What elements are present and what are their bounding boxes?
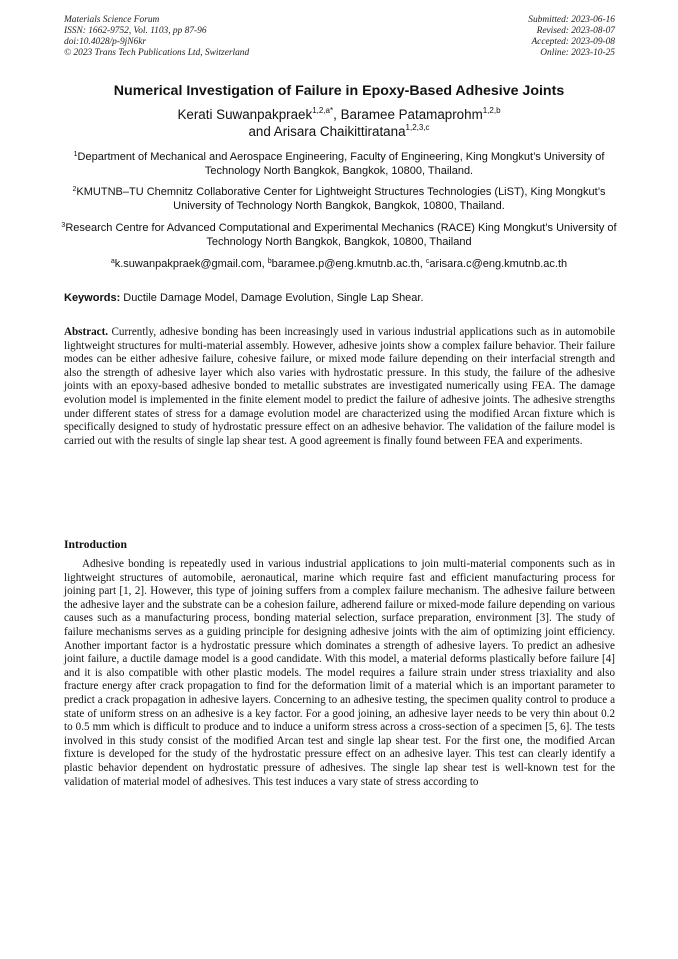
abstract-text: Currently, adhesive bonding has been increasingly used in various industrial applications such as in automobile lightweight structures for multi-material assembly. However, adhesive joints show a complex failure behavior. Their failure modes can be either adhesive failure, cohesive failure, or mixed mode failure depending on their interfacial strength and also the strength of adhesive layer which also varies with hydrostatic pressure. In this study, the failure of the adhesive joints with an epoxy-based adhesive bonded to metallic substrates are investigated numerically using FEA. The damage evolution model is implemented in the finite element model to predict the failure of adhesive joints. The adhesive strengths under different states of stress for a damage evolution model are characterized using the modified Arcan fixture which is specifically designed to study of hydrostatic pressure effect on an adhesive behavior. The validation of the failure model is carried out with the results of single lap shear test. A good agreement is finally found between FEA and experiments. xyxy=(64,326,615,447)
abstract xyxy=(64,326,615,448)
author-line-1 xyxy=(40,106,638,123)
journal-issn: ISSN: 1662-9752, Vol. 1103, pp 87-96 xyxy=(64,26,207,36)
author-conjunction: and xyxy=(248,124,274,139)
submission-dates xyxy=(528,15,615,59)
affiliation-text: Research Centre for Advanced Computational and Experimental Mechanics (RACE) King Mongkut’s University of Technology North Bangkok, Bangkok, 10800, Thailand xyxy=(65,222,617,248)
affiliation-2 xyxy=(50,185,628,213)
author-list xyxy=(40,106,638,140)
affiliation-3 xyxy=(50,221,628,249)
journal-doi: doi:10.4028/p-9jN6kr xyxy=(64,37,147,47)
abstract-label: Abstract. xyxy=(64,326,109,338)
affiliation-sup: 2 xyxy=(72,186,77,193)
author-affil-sup: 1,2,a* xyxy=(312,106,334,115)
email-c: arisara.c@eng.kmutnb.ac.th xyxy=(429,258,568,270)
date-accepted: Accepted: 2023-09-08 xyxy=(531,37,615,47)
affiliation-1 xyxy=(50,150,628,178)
paper-title: Numerical Investigation of Failure in Epoxy-Based Adhesive Joints xyxy=(113,83,565,99)
journal-info xyxy=(64,15,249,59)
date-online: Online: 2023-10-25 xyxy=(540,48,615,58)
author-name: Arisara Chaikittiratana xyxy=(273,124,406,139)
author-line-2 xyxy=(40,123,638,140)
email-sup: c xyxy=(425,258,430,265)
keywords-text: Ductile Damage Model, Damage Evolution, Single Lap Shear. xyxy=(120,292,424,304)
affiliation-sup: 1 xyxy=(73,151,78,158)
section-heading-introduction: Introduction xyxy=(64,538,127,551)
email-sup: b xyxy=(267,258,272,265)
email-line xyxy=(50,257,628,271)
author-name: Baramee Patamaprohm xyxy=(340,107,483,122)
author-affil-sup: 1,2,3,c xyxy=(405,123,430,132)
affiliation-text: Department of Mechanical and Aerospace Engineering, Faculty of Engineering, King Mongkut’s University of Technology North Bangkok, Bangkok, 10800, Thailand. xyxy=(77,151,605,177)
email-b: baramee.p@eng.kmutnb.ac.th, xyxy=(271,258,426,270)
email-a: k.suwanpakpraek@gmail.com, xyxy=(114,258,268,270)
introduction-paragraph: Adhesive bonding is repeatedly used in various industrial applications to join multi-material components such as in lightweight structures of automobile, aeronautical, marine which require fast and efficient manufacturing process for joining part [1, 2]. However, this type of joining suffers from a complex failure mechanism. The adhesive failure between the adhesive layer and the substrate can be a cohesion failure, adherend failure or mixed-mode failure depending on various causes such as a manufacturing process, bonding material selection, surface preparation, environment [3]. The study of failure mechanisms serves as a guiding principle for designing adhesive joints with the aim of optimizing joint efficiency. Another important factor is a hydrostatic pressure which dominates a strength of adhesive layers. To predict an adhesive joint failure, a ductile damage model is a good candidate. With this model, a material deforms plastically before failure [4] and it is also compatible with other plastic models. The model requires a failure strain under stress triaxiality and also fracture energy after crack propagation to find for the deformation limit of a material which is an important parameter to predict a crack propagation in adhesive layers. Concerning to an adhesive testing, the specimen quality control to produce a state of uniform stress on an adhesive is a key factor. For a good joining, an adhesive layer needs to be very thin about 0.2 to 0.5 mm which is difficult to produce and to induce a uniform stress across a cross-section of a specimen [5, 6]. The tests involved in this study consist of the modified Arcan test and single lap shear test. For the first one, the modified Arcan fixture is developed for the study of the hydrostatic pressure effect on an adhesive layer. This test can clearly identify a plastic behavior dependent on hydrostatic pressure of adhesives. The single lap shear test is well-known test for the validation of material model of adhesives. This test induces a vary state of stress according to xyxy=(64,558,615,788)
keywords xyxy=(64,292,624,304)
author-affil-sup: 1,2,b xyxy=(482,106,501,115)
date-revised: Revised: 2023-08-07 xyxy=(536,26,615,36)
journal-name: Materials Science Forum xyxy=(64,15,160,25)
date-submitted: Submitted: 2023-06-16 xyxy=(528,15,615,25)
keywords-label: Keywords: xyxy=(64,292,121,304)
email-sup: a xyxy=(110,258,115,265)
journal-copyright: © 2023 Trans Tech Publications Ltd, Switzerland xyxy=(64,48,250,58)
author-separator: , xyxy=(333,107,341,122)
affiliation-text: KMUTNB–TU Chemnitz Collaborative Center for Lightweight Structures Technologies (LiST), King Mongkut’s University of Technology North Bangkok, Bangkok, 10800, Thailand. xyxy=(76,186,606,212)
author-name: Kerati Suwanpakpraek xyxy=(177,107,313,122)
affiliation-sup: 3 xyxy=(61,222,66,229)
